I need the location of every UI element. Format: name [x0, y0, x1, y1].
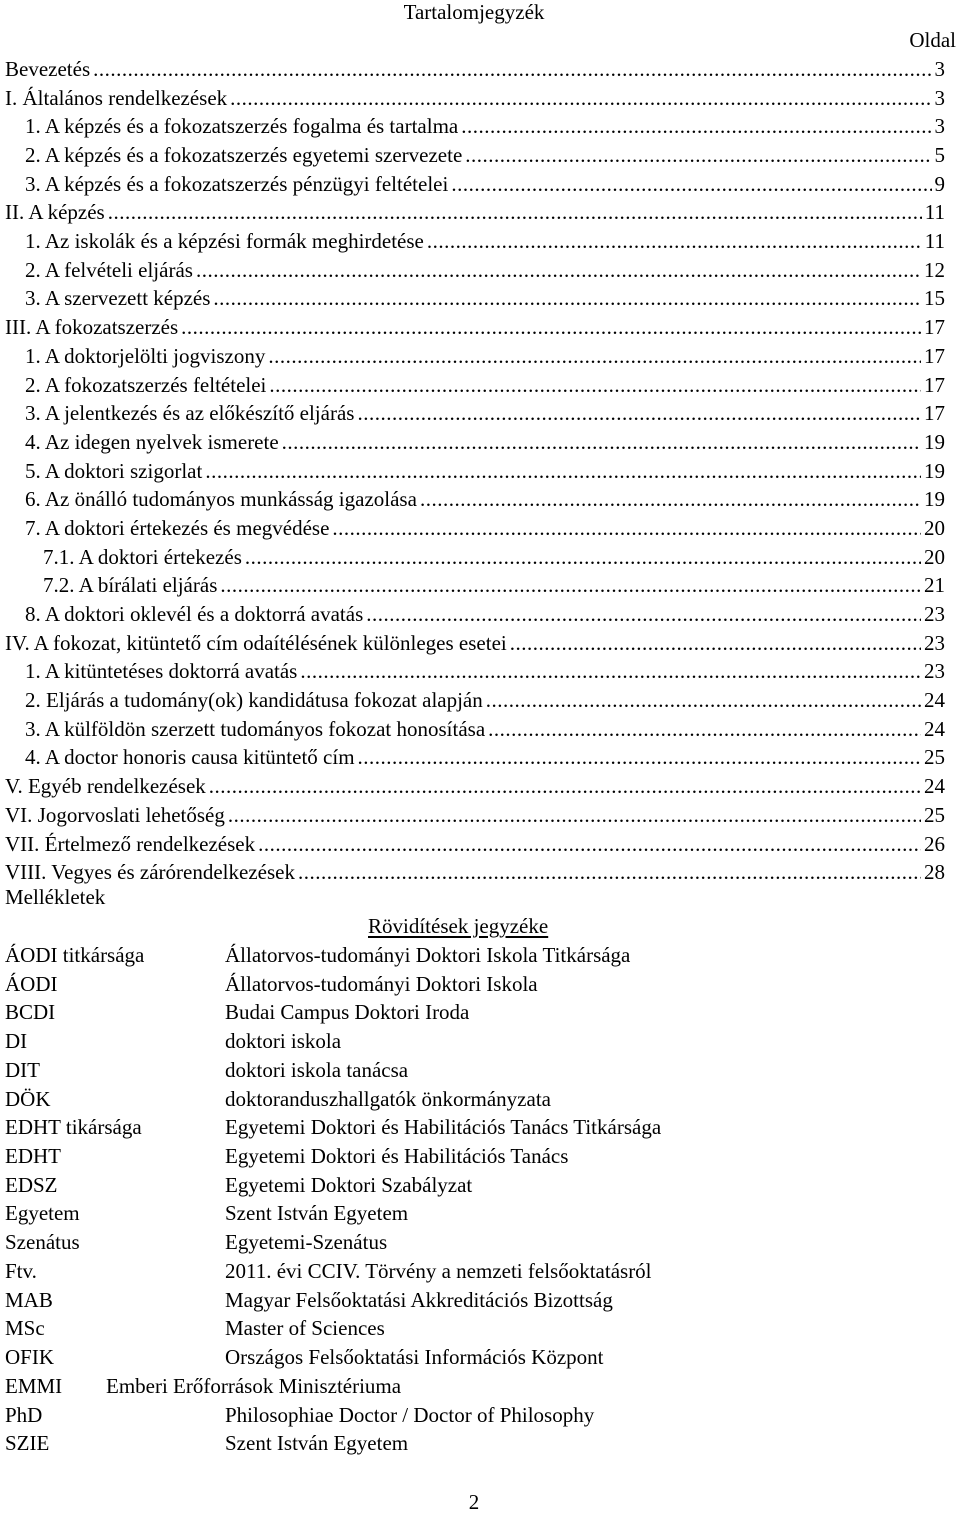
toc-dot-leader [93, 55, 931, 84]
toc-entry-page: 20 [924, 544, 945, 569]
toc-dot-leader [268, 342, 921, 371]
toc-dot-leader [245, 543, 921, 572]
toc-dot-leader [205, 457, 921, 486]
toc-dot-leader [282, 428, 921, 457]
toc-entry-title: 3. A szervezett képzés [25, 286, 211, 311]
toc-entry-page: 19 [924, 487, 945, 512]
toc-entry-title: 7. A doktori értekezés és megvédése [25, 515, 330, 540]
toc-entry-title: I. Általános rendelkezések [5, 85, 228, 110]
toc-entry-page: 3 [934, 114, 945, 139]
abbreviation-key: ÁODI [5, 971, 58, 996]
abbreviation-row [5, 1257, 945, 1286]
abbreviation-key: ÁODI titkársága [5, 943, 145, 967]
toc-entry-title: 7.1. A doktori értekezés [43, 544, 242, 569]
toc-entry-page: 28 [924, 860, 945, 885]
abbreviation-value: Egyetemi-Szenátus [225, 1230, 388, 1255]
abbreviation-key: DIT [5, 1057, 40, 1082]
abbreviation-key: PhD [5, 1402, 43, 1427]
toc-entry[interactable] [5, 84, 945, 113]
toc-entry-title: 2. A képzés és a fokozatszerzés egyetemi szervezete [25, 143, 463, 168]
toc-dot-leader [228, 801, 921, 830]
toc-entry-title: 3. A külföldön szerzett tudományos fokozat honosítása [25, 716, 486, 741]
toc-dot-leader [298, 858, 921, 887]
toc-entry-page: 17 [924, 401, 945, 426]
toc-entry-title: 2. A fokozatszerzés feltételei [25, 372, 267, 397]
abbreviation-value: Egyetemi Doktori és Habilitációs Tanács [225, 1144, 569, 1169]
abbreviation-row [5, 1401, 945, 1430]
toc-entry-title: IV. A fokozat, kitüntető cím odaítélésének különleges esetei [5, 630, 507, 655]
abbreviation-value: Philosophiae Doctor / Doctor of Philosophy [225, 1402, 595, 1427]
abbreviation-row [5, 1171, 945, 1200]
toc-entry[interactable] [5, 285, 945, 314]
toc-entry[interactable] [5, 514, 945, 543]
toc-dot-leader [332, 514, 921, 543]
abbreviation-row [5, 1056, 945, 1085]
abbreviation-row [5, 1113, 945, 1142]
abbreviation-key: EMMI [5, 1373, 63, 1398]
toc-entry[interactable] [5, 141, 945, 170]
toc-entry-page: 19 [924, 458, 945, 483]
toc-dot-leader [220, 571, 921, 600]
abbreviations-list [5, 941, 945, 1458]
toc-entry[interactable] [5, 830, 945, 859]
toc-dot-leader [357, 399, 921, 428]
page-column-label: Oldal [909, 28, 956, 52]
abbreviation-key: SZIE [5, 1431, 50, 1456]
abbreviation-value: 2011. évi CCIV. Törvény a nemzeti felsőoktatásról [225, 1258, 652, 1283]
toc-dot-leader [420, 485, 921, 514]
toc-entry[interactable] [5, 715, 945, 744]
toc-dot-leader [510, 629, 921, 658]
toc-entry-title: II. A képzés [5, 200, 105, 225]
abbreviation-value: Magyar Felsőoktatási Akkreditációs Bizottság [225, 1287, 613, 1312]
toc-entry-page: 24 [924, 774, 945, 799]
toc-entry-page: 19 [924, 429, 945, 454]
toc-entry-page: 9 [934, 171, 945, 196]
abbreviation-row [5, 1343, 945, 1372]
abbreviation-value: Emberi Erőforrások Minisztériuma [106, 1373, 402, 1398]
toc-entry[interactable] [5, 457, 945, 486]
abbreviation-key: OFIK [5, 1345, 55, 1370]
toc-entry[interactable] [5, 485, 945, 514]
toc-dot-leader [209, 772, 921, 801]
toc-entry-page: 3 [934, 85, 945, 110]
toc-dot-leader [300, 657, 921, 686]
toc-dot-leader [488, 715, 921, 744]
toc-entry-page: 26 [924, 831, 945, 856]
toc-entry-title: 3. A jelentkezés és az előkészítő eljárás [25, 401, 355, 426]
toc-dot-leader [451, 170, 931, 199]
abbreviation-key: EDSZ [5, 1172, 58, 1197]
toc-dot-leader [108, 198, 922, 227]
page-number: 2 [468, 1490, 480, 1514]
abbreviation-value: Szent István Egyetem [225, 1431, 409, 1456]
toc-entry[interactable] [5, 170, 945, 199]
abbreviation-value: Országos Felsőoktatási Információs Központ [225, 1345, 604, 1370]
abbreviation-row [5, 1286, 945, 1315]
toc-entry-title: III. A fokozatszerzés [5, 315, 179, 340]
abbreviation-row [5, 1314, 945, 1343]
toc-entry-title: VIII. Vegyes és zárórendelkezések [5, 860, 295, 885]
toc-entry[interactable] [5, 55, 945, 84]
toc-entry-title: 1. A képzés és a fokozatszerzés fogalma és tartalma [25, 114, 459, 139]
toc-dot-leader [181, 313, 921, 342]
abbreviation-value: doktoranduszhallgatók önkormányzata [225, 1086, 551, 1111]
toc-entry[interactable] [5, 801, 945, 830]
toc-entry-title: VII. Értelmező rendelkezések [5, 831, 256, 856]
toc-entry[interactable] [5, 571, 945, 600]
abbreviation-value: Szent István Egyetem [225, 1201, 409, 1226]
abbreviation-value: Állatorvos-tudományi Doktori Iskola Titkársága [225, 943, 631, 967]
toc-entry-title: 7.2. A bírálati eljárás [43, 573, 218, 598]
toc-entry-title: VI. Jogorvoslati lehetőség [5, 802, 225, 827]
toc-entry-page: 21 [924, 573, 945, 598]
toc-entry-title: 2. Eljárás a tudomány(ok) kandidátusa fokozat alapján [25, 688, 483, 713]
abbreviation-row [5, 1027, 945, 1056]
toc-entry-page: 12 [924, 257, 945, 282]
abbreviation-row [5, 1199, 945, 1228]
attachments-heading: Mellékletek [5, 885, 106, 909]
toc-entry-page: 23 [924, 659, 945, 684]
toc-entry-page: 11 [924, 200, 945, 225]
toc-entry-page: 17 [924, 315, 945, 340]
toc-entry-page: 15 [924, 286, 945, 311]
abbreviation-key: MSc [5, 1316, 45, 1341]
toc-entry-title: 1. A kitüntetéses doktorrá avatás [25, 659, 298, 684]
toc-dot-leader [486, 686, 921, 715]
toc-dot-leader [230, 84, 931, 113]
toc-entry[interactable] [5, 313, 945, 342]
toc-entry-page: 20 [924, 515, 945, 540]
toc-entry[interactable] [5, 600, 945, 629]
toc-entry-title: 6. Az önálló tudományos munkásság igazolása [25, 487, 417, 512]
abbreviation-row [5, 1429, 945, 1458]
abbreviation-row [5, 1228, 945, 1257]
toc-entry[interactable] [5, 428, 945, 457]
toc-entry-page: 17 [924, 343, 945, 368]
toc-entry-page: 23 [924, 630, 945, 655]
toc-dot-leader [461, 112, 931, 141]
abbreviation-key: Szenátus [5, 1230, 80, 1255]
toc-entry-page: 5 [934, 143, 945, 168]
toc-dot-leader [213, 285, 921, 314]
toc-entry-title: V. Egyéb rendelkezések [5, 774, 206, 799]
toc-entry[interactable] [5, 371, 945, 400]
toc-entry-title: 8. A doktori oklevél és a doktorrá avatás [25, 602, 364, 627]
toc-dot-leader [465, 141, 931, 170]
abbreviation-key: DI [5, 1029, 28, 1054]
abbreviation-value: Budai Campus Doktori Iroda [225, 1000, 470, 1025]
abbreviation-key: Egyetem [5, 1201, 80, 1226]
toc-entry-page: 3 [934, 56, 945, 81]
toc-entry[interactable] [5, 256, 945, 285]
toc-entry-page: 17 [924, 372, 945, 397]
abbreviation-row [5, 1085, 945, 1114]
toc-entry[interactable] [5, 342, 945, 371]
toc-dot-leader [366, 600, 921, 629]
abbreviation-row [5, 941, 945, 970]
toc-entry[interactable] [5, 227, 945, 256]
toc-entry[interactable] [5, 198, 945, 227]
toc-entry-page: 25 [924, 745, 945, 770]
toc-entry-title: 4. Az idegen nyelvek ismerete [25, 429, 279, 454]
toc-entry-title: 1. Az iskolák és a képzési formák meghirdetése [25, 229, 424, 254]
toc-entry[interactable] [5, 772, 945, 801]
toc-entry-title: 2. A felvételi eljárás [25, 257, 193, 282]
toc-entry[interactable] [5, 629, 945, 658]
abbreviation-row [5, 1372, 945, 1401]
abbreviation-row [5, 970, 945, 999]
abbreviations-title: Rövidítések jegyzéke [368, 914, 549, 938]
toc-entry-title: 5. A doktori szigorlat [25, 458, 203, 483]
abbreviation-value: doktori iskola tanácsa [225, 1057, 409, 1082]
toc-entry[interactable] [5, 686, 945, 715]
toc-entry[interactable] [5, 744, 945, 773]
toc-dot-leader [358, 744, 921, 773]
toc-entry[interactable] [5, 543, 945, 572]
table-of-contents [5, 55, 945, 887]
abbreviation-key: EDHT tikársága [5, 1115, 142, 1140]
toc-entry[interactable] [5, 657, 945, 686]
toc-entry-page: 23 [924, 602, 945, 627]
toc-entry[interactable] [5, 858, 945, 887]
toc-entry-title: 3. A képzés és a fokozatszerzés pénzügyi feltételei [25, 171, 449, 196]
abbreviation-key: MAB [5, 1287, 53, 1312]
toc-dot-leader [258, 830, 921, 859]
abbreviation-row [5, 998, 945, 1027]
toc-entry-page: 11 [924, 229, 945, 254]
abbreviation-value: Egyetemi Doktori Szabályzat [225, 1172, 473, 1197]
abbreviation-key: BCDI [5, 1000, 56, 1025]
toc-entry-page: 24 [924, 716, 945, 741]
toc-dot-leader [427, 227, 922, 256]
toc-entry-page: 25 [924, 802, 945, 827]
abbreviation-value: doktori iskola [225, 1029, 342, 1054]
abbreviation-key: DÖK [5, 1086, 51, 1111]
abbreviation-key: EDHT [5, 1144, 61, 1169]
page-title: Tartalomjegyzék [403, 0, 545, 24]
abbreviation-key: Ftv. [5, 1258, 37, 1283]
toc-entry-title: 1. A doktorjelölti jogviszony [25, 343, 266, 368]
toc-entry-title: Bevezetés [5, 56, 91, 81]
toc-dot-leader [269, 371, 921, 400]
toc-entry[interactable] [5, 112, 945, 141]
toc-entry-title: 4. A doctor honoris causa kitüntető cím [25, 745, 355, 770]
abbreviation-row [5, 1142, 945, 1171]
abbreviation-value: Egyetemi Doktori és Habilitációs Tanács Titkársága [225, 1115, 662, 1140]
toc-dot-leader [196, 256, 921, 285]
abbreviation-value: Állatorvos-tudományi Doktori Iskola [225, 971, 538, 996]
abbreviation-value: Master of Sciences [225, 1316, 385, 1341]
toc-entry-page: 24 [924, 688, 945, 713]
toc-entry[interactable] [5, 399, 945, 428]
